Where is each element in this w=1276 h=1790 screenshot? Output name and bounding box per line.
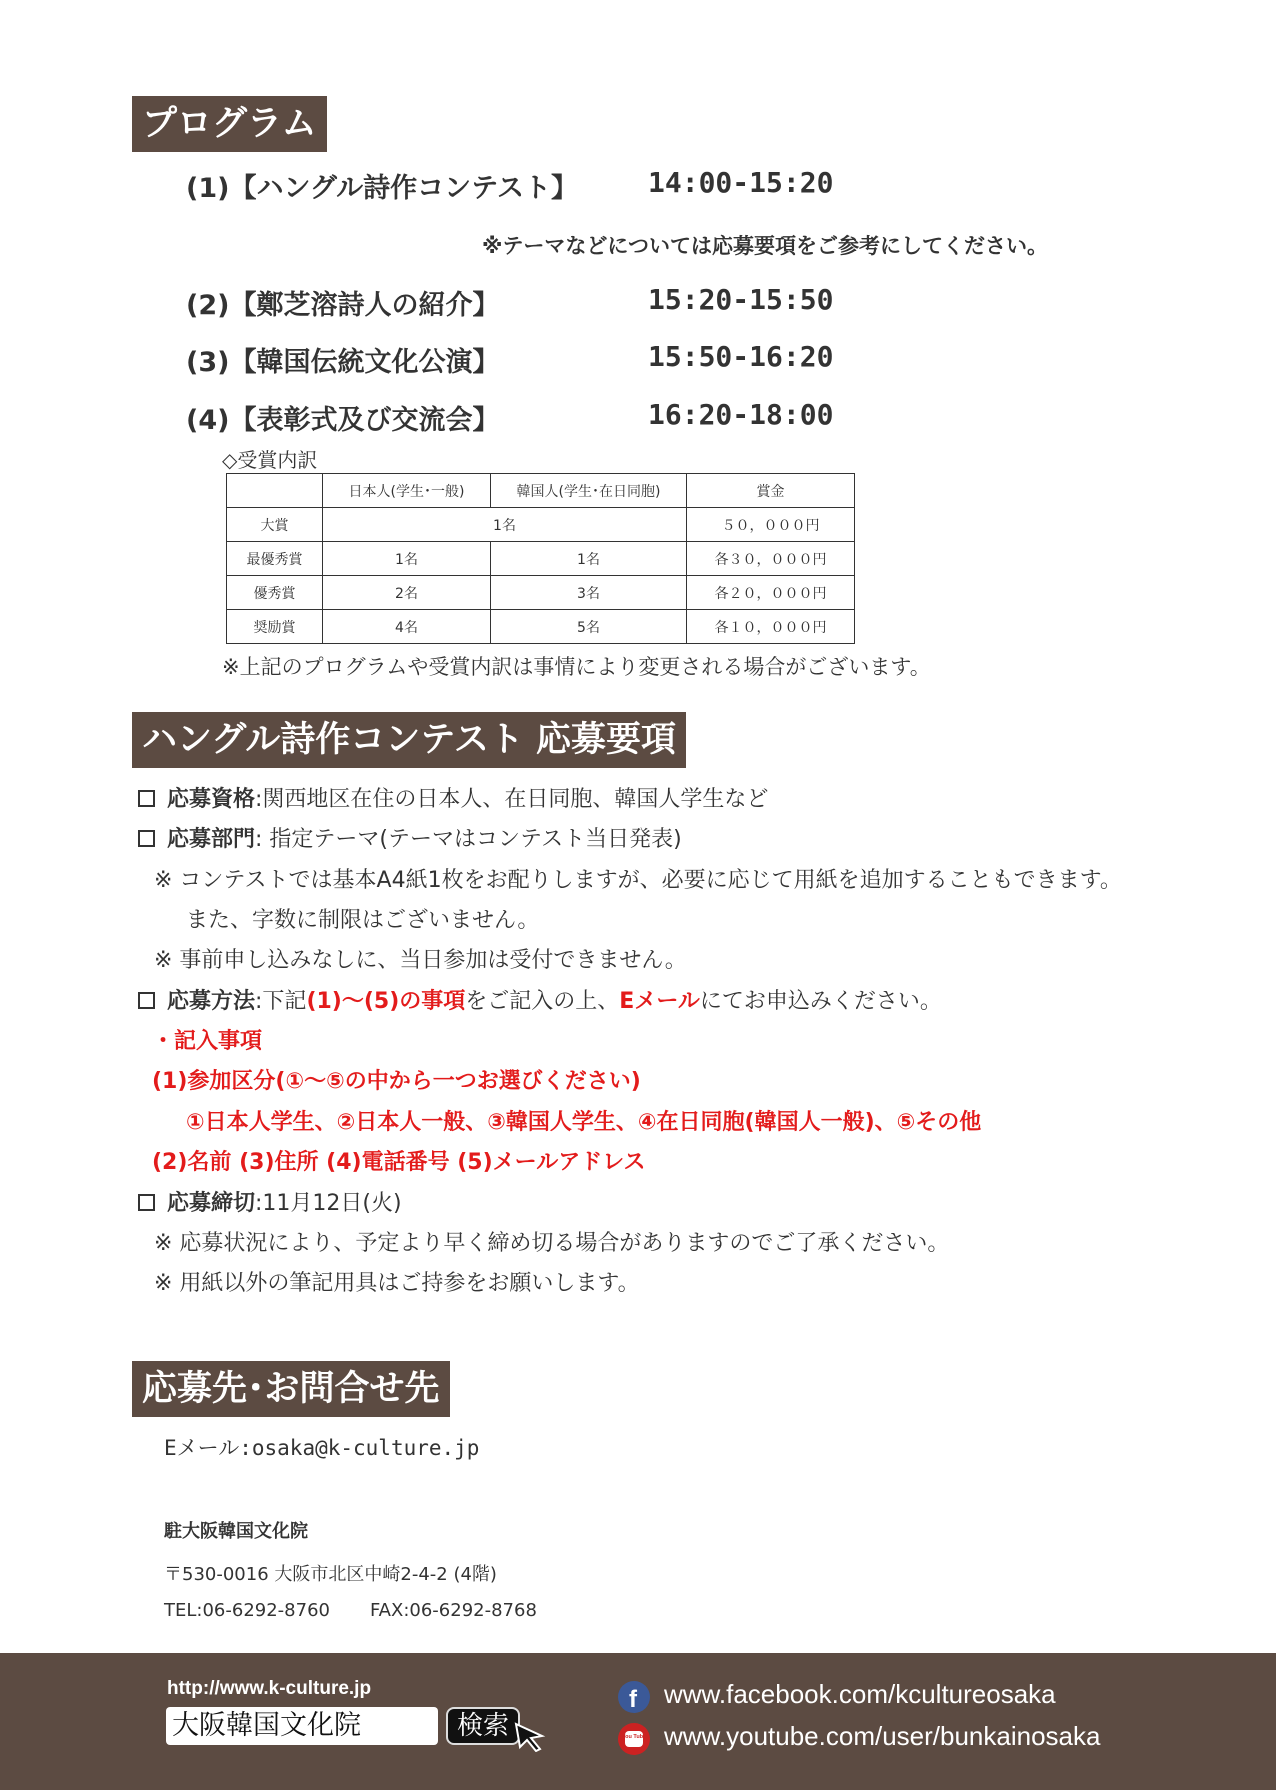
table-row [227, 474, 855, 508]
contact-tel: TEL:06-6292-8760 [164, 1600, 330, 1621]
method-line [138, 984, 942, 1015]
award-count-japanese: 1名 [323, 542, 491, 576]
search-input[interactable]: 大阪韓国文化院 [166, 1707, 438, 1745]
theme-note: ※テーマなどについては応募要項をご参考にしてください。 [482, 234, 1048, 258]
svg-text:f: f [629, 1686, 637, 1713]
program-title: プログラム [132, 96, 327, 152]
category-line [138, 822, 682, 853]
cursor-icon [514, 1722, 548, 1752]
method-text: :下記 [255, 989, 307, 1014]
category-text: : 指定テーマ(テーマはコンテスト当日発表) [255, 827, 682, 852]
award-name: 優秀賞 [227, 576, 323, 610]
checkbox-icon [138, 790, 155, 807]
method-items-highlight: (1)～(5)の事項 [306, 989, 466, 1014]
table-header-prize: 賞金 [687, 474, 855, 508]
award-name: 大賞 [227, 508, 323, 542]
category-label: 応募部門 [167, 827, 256, 852]
award-count-japanese: 4名 [323, 610, 491, 644]
program-item-2: (2)【鄭芝溶詩人の紹介】 [186, 290, 500, 321]
award-name: 最優秀賞 [227, 542, 323, 576]
award-count-korean: 1名 [491, 542, 687, 576]
chars-note: また、字数に制限はございません。 [186, 908, 540, 933]
entry-heading: ・記入事項 [152, 1029, 263, 1054]
organization-name: 駐大阪韓国文化院 [164, 1521, 308, 1542]
change-note: ※上記のプログラムや受賞内訳は事情により変更される場合がございます。 [222, 655, 931, 679]
method-email-highlight: Eメール [619, 989, 700, 1014]
program-item-1: (1)【ハングル詩作コンテスト】 [186, 173, 579, 204]
program-time-2: 15:20-15:50 [648, 283, 834, 316]
contact-title: 応募先･お問合せ先 [132, 1361, 450, 1417]
program-time-3: 15:50-16:20 [648, 340, 834, 373]
award-name: 奨励賞 [227, 610, 323, 644]
youtube-url[interactable]: www.youtube.com/user/bunkainosaka [664, 1721, 1101, 1751]
program-item-4: (4)【表彰式及び交流会】 [186, 405, 500, 436]
eligibility-line [138, 782, 768, 813]
table-row [227, 508, 855, 542]
table-row [227, 542, 855, 576]
svg-text:You Tube: You Tube [621, 1734, 647, 1740]
eligibility-text: :関西地区在住の日本人、在日同胞、韓国人学生など [255, 787, 769, 812]
entry-item-1: (1)参加区分(①～⑤の中から一つお選びください) [152, 1069, 641, 1094]
table-header-japanese: 日本人(学生･一般) [323, 474, 491, 508]
program-time-4: 16:20-18:00 [648, 398, 834, 431]
table-row [227, 576, 855, 610]
table-header-korean: 韓国人(学生･在日同胞) [491, 474, 687, 508]
youtube-link[interactable] [618, 1721, 1100, 1752]
award-table [226, 473, 855, 644]
facebook-icon [618, 1681, 650, 1713]
facebook-link[interactable] [618, 1679, 1056, 1713]
program-time-1: 14:00-15:20 [648, 166, 834, 199]
contact-email: Eメール:osaka@k-culture.jp [164, 1436, 480, 1460]
method-label: 応募方法 [167, 989, 256, 1014]
award-count-korean: 3名 [491, 576, 687, 610]
sameday-note: ※ 事前申し込みなしに、当日参加は受付できません。 [154, 948, 687, 973]
method-text: をご記入の上、 [465, 989, 620, 1014]
contact-address: 〒530-0016 大阪市北区中崎2-4-2 (4階) [164, 1564, 497, 1585]
award-prize: ５０，０００円 [687, 508, 855, 542]
youtube-icon [618, 1723, 650, 1755]
contact-fax: FAX:06-6292-8768 [369, 1600, 537, 1621]
checkbox-icon [138, 1194, 155, 1211]
table-cell [227, 474, 323, 508]
deadline-line [138, 1186, 402, 1217]
award-count: 1名 [323, 508, 687, 542]
program-item-3: (3)【韓国伝統文化公演】 [186, 347, 500, 378]
deadline-text: :11月12日(火) [255, 1191, 402, 1216]
method-text: にてお申込みください。 [699, 989, 942, 1014]
award-count-korean: 5名 [491, 610, 687, 644]
contact-phone-fax [164, 1600, 537, 1621]
award-count-japanese: 2名 [323, 576, 491, 610]
guidelines-title: ハングル詩作コンテスト 応募要項 [132, 712, 686, 768]
tools-note: ※ 用紙以外の筆記用具はご持参をお願いします。 [154, 1271, 640, 1296]
deadline-label: 応募締切 [167, 1191, 256, 1216]
award-prize: 各２０，０００円 [687, 576, 855, 610]
table-row [227, 610, 855, 644]
search-button[interactable]: 検索 [446, 1707, 520, 1745]
eligibility-label: 応募資格 [167, 787, 256, 812]
award-prize: 各１０，０００円 [687, 610, 855, 644]
paper-note: ※ コンテストでは基本A4紙1枚をお配りしますが、必要に応じて用紙を追加することもできます。 [154, 868, 1122, 893]
checkbox-icon [138, 992, 155, 1009]
entry-items-2-5: (2)名前 (3)住所 (4)電話番号 (5)メールアドレス [152, 1150, 646, 1175]
early-close-note: ※ 応募状況により、予定より早く締め切る場合がありますのでご了承ください。 [154, 1231, 950, 1256]
entry-item-1-options: ①日本人学生、②日本人一般、③韓国人学生、④在日同胞(韓国人一般)、⑤その他 [186, 1110, 982, 1135]
checkbox-icon [138, 830, 155, 847]
website-url[interactable]: http://www.k-culture.jp [167, 1678, 372, 1699]
award-prize: 各３０，０００円 [687, 542, 855, 576]
facebook-url[interactable]: www.facebook.com/kcultureosaka [664, 1679, 1056, 1709]
award-heading: ◇受賞内訳 [222, 448, 318, 472]
